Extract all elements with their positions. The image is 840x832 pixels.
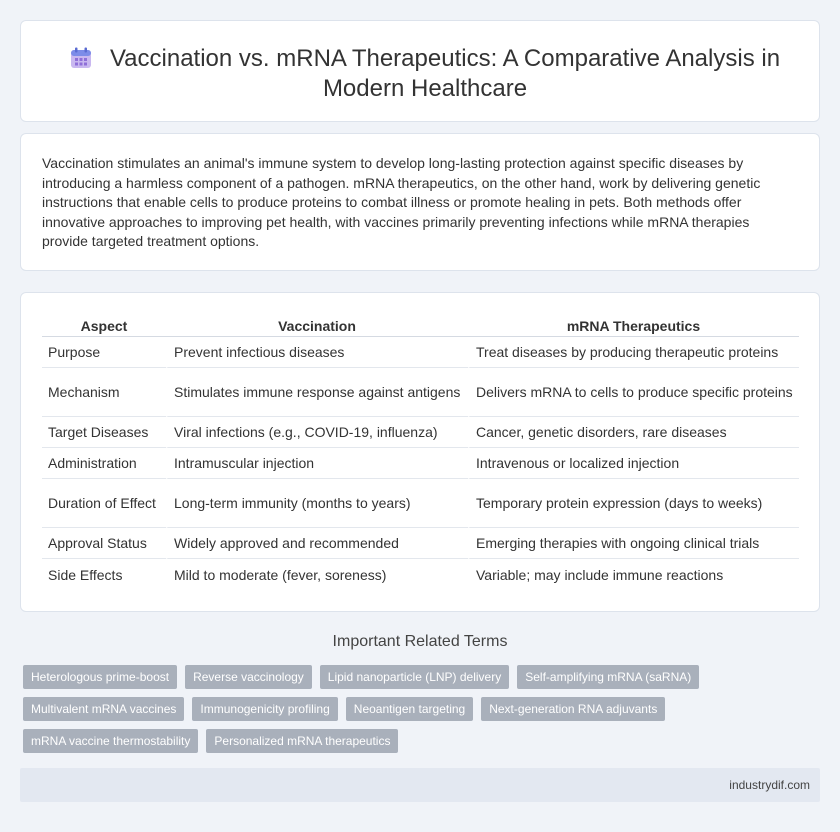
- row-mrna: Delivers mRNA to cells to produce specific proteins: [468, 368, 799, 417]
- row-aspect: Side Effects: [48, 566, 123, 583]
- column-header-vaccination: Vaccination: [166, 316, 468, 337]
- row-mrna: Cancer, genetic disorders, rare diseases: [468, 417, 799, 448]
- related-terms-list: [23, 665, 723, 761]
- related-term-tag[interactable]: Personalized mRNA therapeutics: [206, 729, 398, 753]
- row-vaccination: Stimulates immune response against antigens: [166, 368, 468, 417]
- related-term-tag[interactable]: Next-generation RNA adjuvants: [481, 697, 665, 721]
- row-aspect: Mechanism: [42, 368, 166, 417]
- table-row: [42, 528, 799, 559]
- related-term-tag[interactable]: Lipid nanoparticle (LNP) delivery: [320, 665, 509, 689]
- related-term-tag[interactable]: Self-amplifying mRNA (saRNA): [517, 665, 699, 689]
- comparison-table-card: [20, 292, 820, 612]
- row-aspect: Administration: [42, 448, 166, 479]
- row-mrna: Treat diseases by producing therapeutic proteins: [468, 337, 799, 368]
- row-mrna: Intravenous or localized injection: [468, 448, 799, 479]
- row-vaccination: Long-term immunity (months to years): [166, 479, 468, 528]
- row-mrna: Temporary protein expression (days to weeks): [468, 479, 799, 528]
- table-header-row: [42, 316, 799, 337]
- row-aspect: Purpose: [42, 337, 166, 368]
- footer-site-link[interactable]: industrydif.com: [729, 778, 810, 792]
- table-row: [42, 479, 799, 528]
- row-vaccination: Mild to moderate (fever, soreness): [166, 559, 468, 590]
- related-term-tag[interactable]: Heterologous prime-boost: [23, 665, 177, 689]
- related-term-tag[interactable]: Neoantigen targeting: [346, 697, 473, 721]
- related-term-tag[interactable]: Multivalent mRNA vaccines: [23, 697, 184, 721]
- related-term-tag[interactable]: Immunogenicity profiling: [192, 697, 337, 721]
- intro-card: [20, 133, 820, 271]
- intro-paragraph: Vaccination stimulates an animal's immune system to develop long-lasting protection against specific diseases by introducing a harmless component of a pathogen. mRNA therapeutics, on the other hand, work by delivering genetic instructions that enable cells to produce proteins to combat illness or promote healing in pets. Both methods offer innovative approaches to improving pet health, with vaccines primarily preventing infections while mRNA therapies provide targeted treatment options.: [42, 155, 761, 249]
- footer: [20, 768, 820, 802]
- row-aspect: Target Diseases: [42, 417, 166, 448]
- related-terms-heading: Important Related Terms: [332, 633, 508, 650]
- table-row: [42, 368, 799, 417]
- table-row: [42, 559, 799, 590]
- page-title: [61, 44, 789, 104]
- title-card: [20, 20, 820, 122]
- row-mrna: Variable; may include immune reactions: [468, 559, 799, 590]
- table-row: [42, 417, 799, 448]
- calendar-icon: [70, 47, 92, 69]
- row-aspect: Duration of Effect: [42, 479, 166, 528]
- row-vaccination: Viral infections (e.g., COVID-19, influenza): [166, 417, 468, 448]
- row-mrna: Emerging therapies with ongoing clinical trials: [468, 528, 799, 559]
- row-aspect: Approval Status: [42, 528, 166, 559]
- table-row: [42, 337, 799, 368]
- related-term-tag[interactable]: Reverse vaccinology: [185, 665, 312, 689]
- row-vaccination: Prevent infectious diseases: [166, 337, 468, 368]
- comparison-table: [42, 316, 799, 590]
- related-term-tag[interactable]: mRNA vaccine thermostability: [23, 729, 198, 753]
- table-row: [42, 448, 799, 479]
- page-title-text: Vaccination vs. mRNA Therapeutics: A Comparative Analysis in Modern Healthcare: [109, 45, 781, 102]
- column-header-mrna: mRNA Therapeutics: [468, 316, 799, 337]
- column-header-aspect: Aspect: [42, 316, 166, 337]
- row-vaccination: Intramuscular injection: [166, 448, 468, 479]
- row-vaccination: Widely approved and recommended: [166, 528, 468, 559]
